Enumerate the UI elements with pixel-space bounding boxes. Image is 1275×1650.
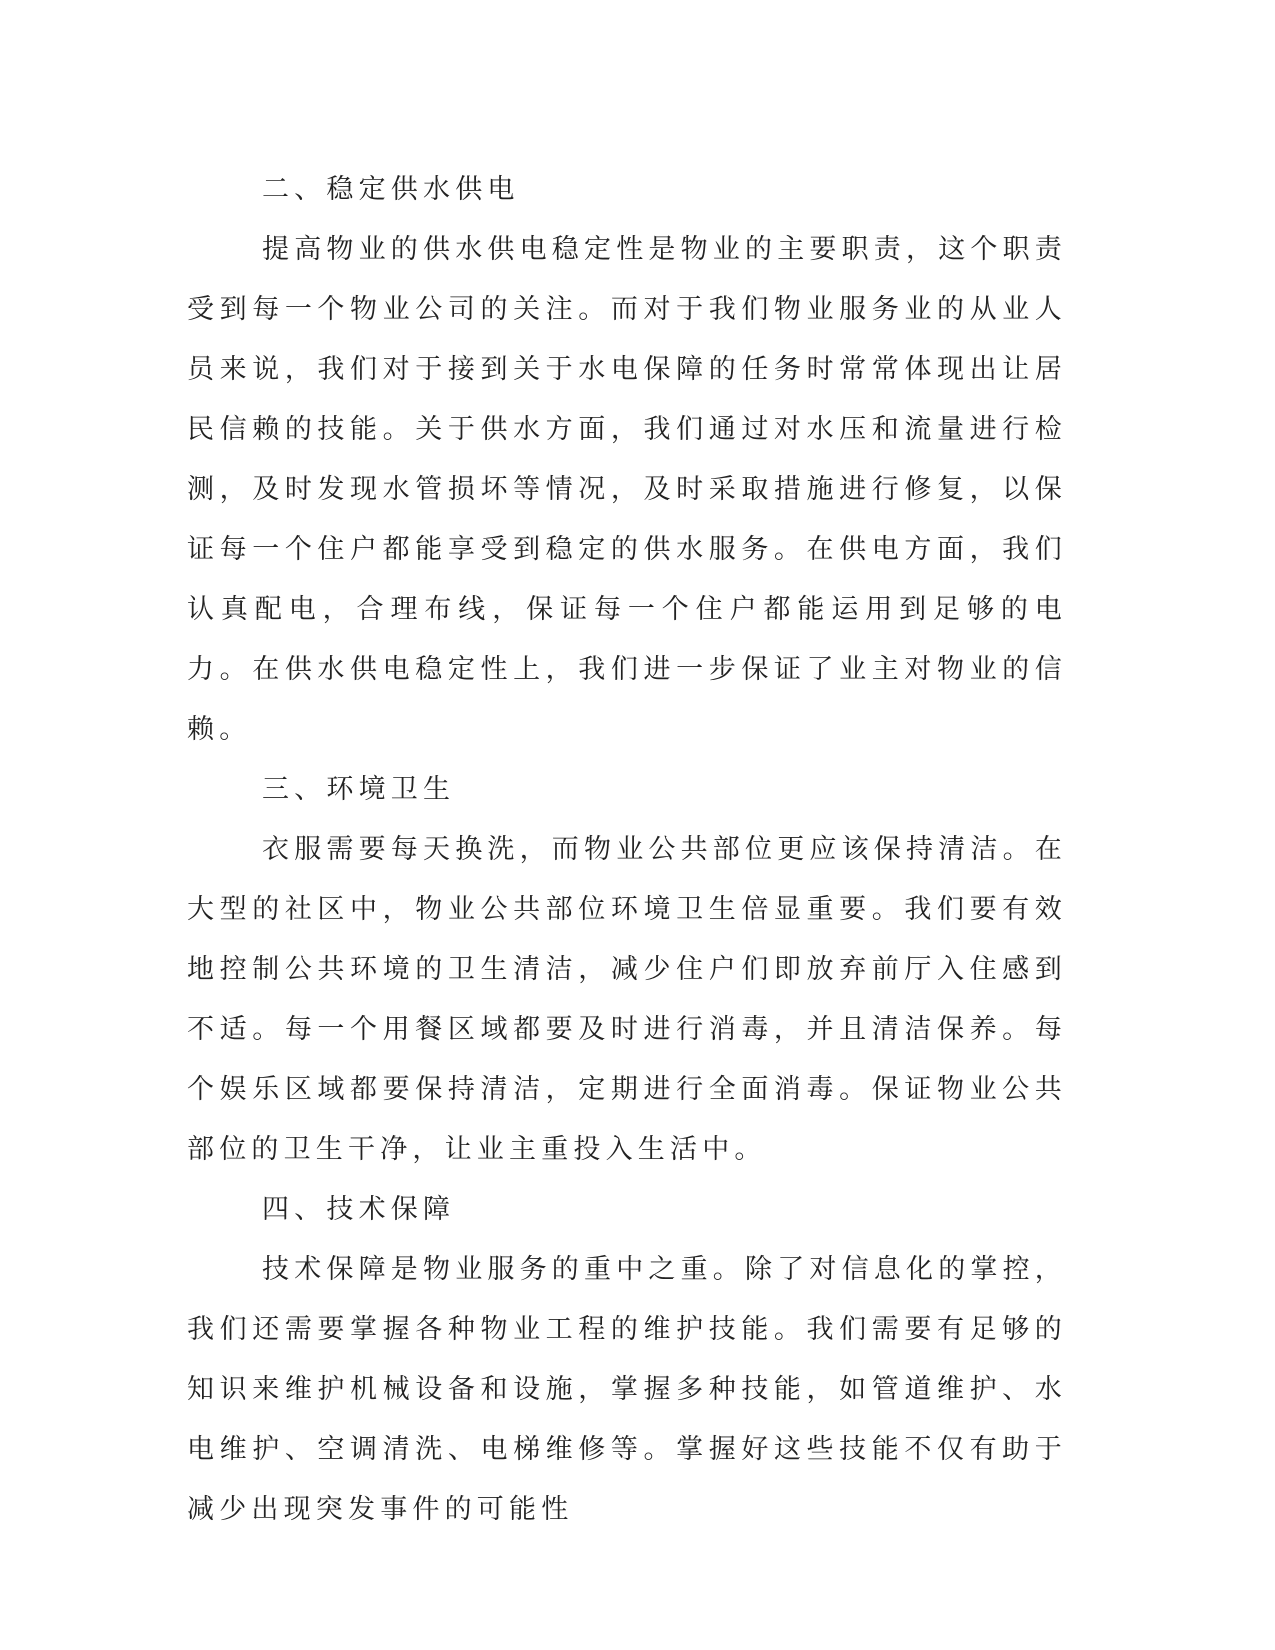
section-water-power [187, 160, 1067, 760]
section-paragraph: 衣服需要每天换洗，而物业公共部位更应该保持清洁。在大型的社区中，物业公共部位环境卫生倍显重要。我们要有效地控制公共环境的卫生清洁，减少住户们即放弃前厅入住感到不适。每一个用餐区域都要及时进行消毒，并且清洁保养。每个娱乐区域都要保持清洁，定期进行全面消毒。保证物业公共部位的卫生干净，让业主重投入生活中。 [187, 834, 1067, 1165]
section-paragraph: 技术保障是物业服务的重中之重。除了对信息化的掌控，我们还需要掌握各种物业工程的维护技能。我们需要有足够的知识来维护机械设备和设施，掌握多种技能，如管道维护、水电维护、空调清洗、电梯维修等。掌握好这些技能不仅有助于减少出现突发事件的可能性 [187, 1254, 1067, 1525]
section-heading: 四、技术保障 [262, 1194, 456, 1225]
document-body [187, 160, 1067, 1540]
section-heading: 二、稳定供水供电 [262, 174, 520, 205]
section-paragraph: 提高物业的供水供电稳定性是物业的主要职责，这个职责受到每一个物业公司的关注。而对于我们物业服务业的从业人员来说，我们对于接到关于水电保障的任务时常常体现出让居民信赖的技能。关于供水方面，我们通过对水压和流量进行检测，及时发现水管损坏等情况，及时采取措施进行修复，以保证每一个住户都能享受到稳定的供水服务。在供电方面，我们认真配电，合理布线，保证每一个住户都能运用到足够的电力。在供水供电稳定性上，我们进一步保证了业主对物业的信赖。 [187, 234, 1067, 745]
section-heading: 三、环境卫生 [262, 774, 456, 805]
section-technical-support [187, 1180, 1067, 1540]
section-environment-hygiene [187, 760, 1067, 1180]
